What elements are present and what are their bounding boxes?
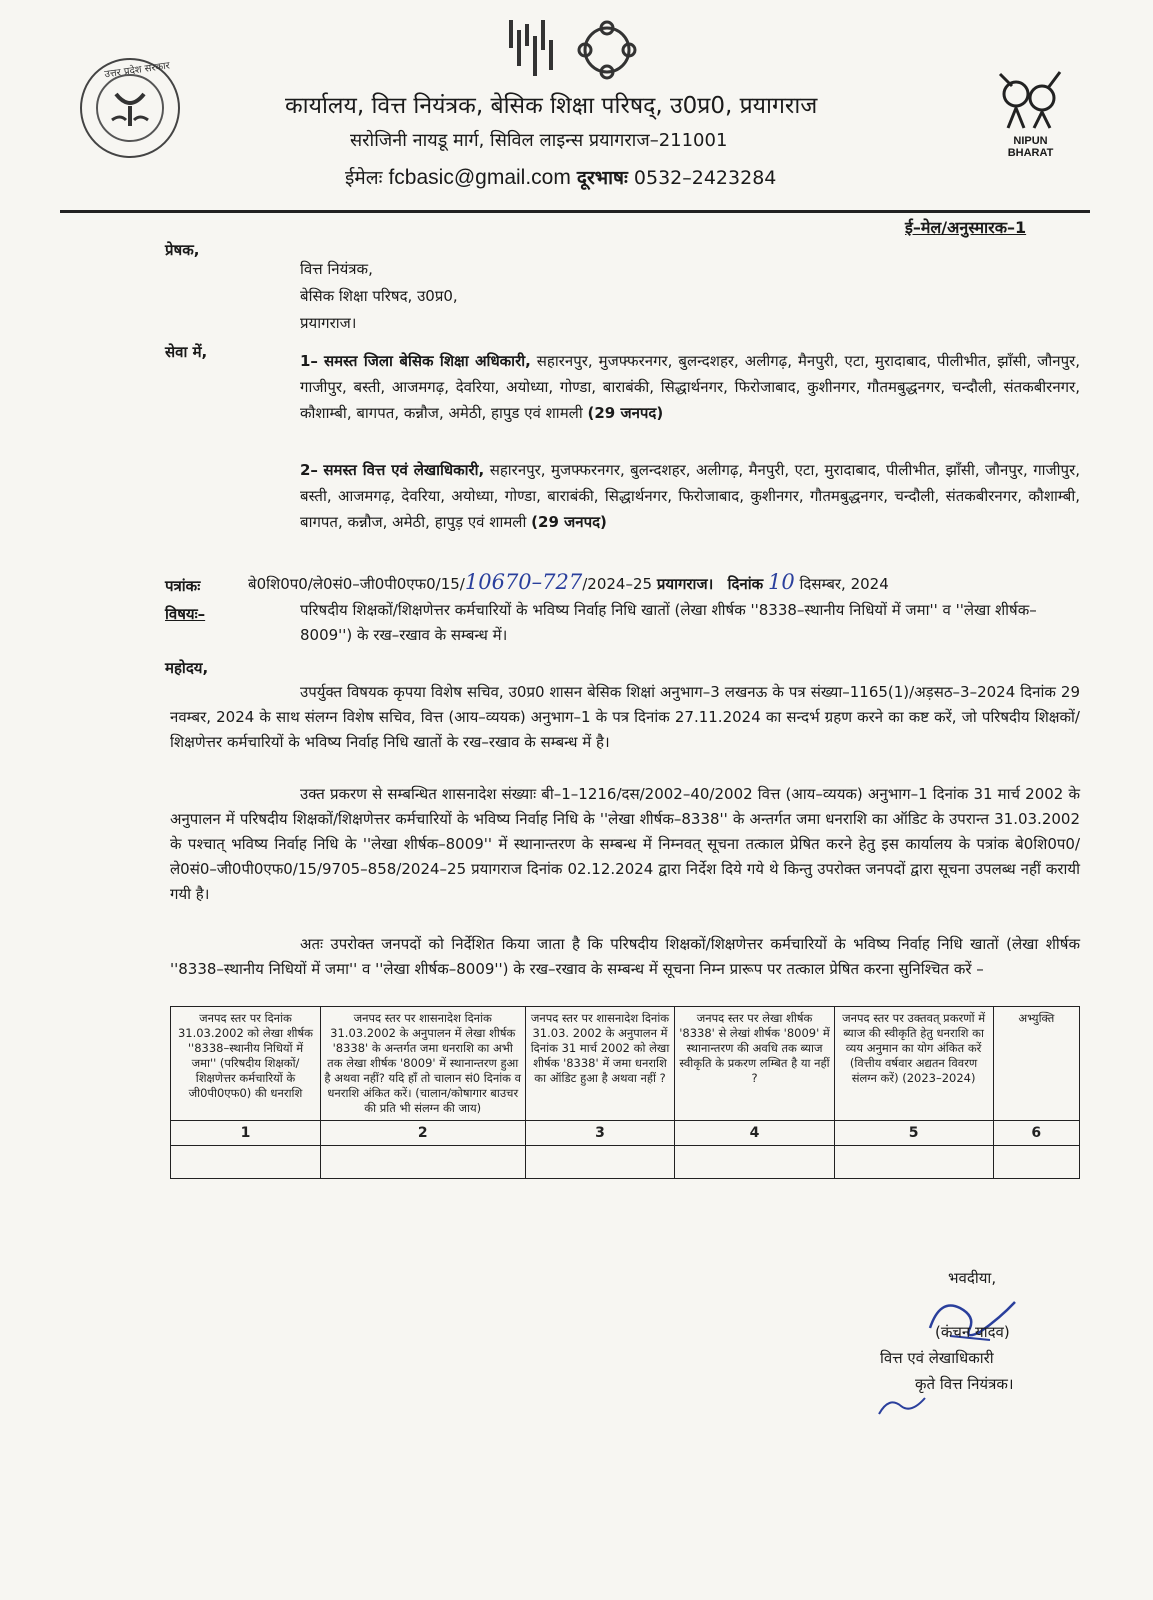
- paragraph-1: उपर्युक्त विषयक कृपया विशेष सचिव, उ0प्र0 शासन बेसिक शिक्षां अनुभाग–3 लखनऊ के पत्र संख्या–1165(1)/अड़सठ–3–2024 दिनांक 29 नवम्बर, 2024 के साथ संलग्न विशेष सचिव, वित्त (आय–व्ययक) अनुभाग–1 के पत्र दिनांक 27.11.2024 का सन्दर्भ ग्रहण करने का कष्ट करें, जो परिषदीय शिक्षकों/शिक्षणेत्तर कर्मचारियों के भविष्य निर्वाह निधि खातों के रख–रखाव के सम्बन्ध में है।: [170, 683, 1080, 751]
- salutation: महोदय,: [165, 659, 209, 677]
- column-number: 1: [171, 1121, 321, 1146]
- table-cell: [171, 1146, 321, 1179]
- subject-text: परिषदीय शिक्षकों/शिक्षणेत्तर कर्मचारियों के भविष्य निर्वाह निधि खातों (लेखा शीर्षक ''8338–स्थानीय निधियों में जमा'' व ''लेखा शीर्षक–8009'') के रख–रखाव के सम्बन्ध में।: [300, 601, 1037, 644]
- samagra-shiksha-logo-icon: [505, 16, 640, 84]
- office-address: सरोजिनी नायडू मार्ग, सिविल लाइन्स प्रयागराज–211001: [350, 130, 728, 151]
- recipient-label: सेवा में,: [165, 343, 208, 361]
- header-divider: [60, 210, 1090, 213]
- seal-emblem-icon: [98, 76, 162, 140]
- sender-label: प्रेषक,: [165, 241, 200, 259]
- reminder-tag: ई–मेल/अनुस्मारक–1: [905, 218, 1027, 237]
- column-number: 4: [675, 1121, 834, 1146]
- table-cell: [320, 1146, 525, 1179]
- ref-label: पत्रांकः: [165, 577, 201, 595]
- table-blank-row: [171, 1146, 1080, 1179]
- table-header-row: [171, 1007, 1080, 1121]
- table-cell: [675, 1146, 834, 1179]
- closing: भवदीया,: [948, 1269, 997, 1287]
- table-cell: [525, 1146, 675, 1179]
- up-government-seal: उत्तर प्रदेश सरकार: [80, 58, 180, 158]
- column-number: 3: [525, 1121, 675, 1146]
- signatory-for-line: कृते वित्त नियंत्रक।: [915, 1375, 1014, 1393]
- information-format-table: [170, 1006, 1080, 1179]
- signatory-name: (कंचन यादव): [935, 1323, 1010, 1341]
- column-number: 6: [993, 1121, 1079, 1146]
- seal-inner-ring: [96, 74, 164, 142]
- table-header-cell: जनपद स्तर पर शासनादेश दिनांक 31.03.2002 के अनुपालन में लेखा शीर्षक '8338' के अन्तर्गत जमा धनराशि का अभी तक लेखा शीर्षक '8009' में स्थानान्तरण हुआ है अथवा नहीं? यदि हाँ तो चालान सं0 दिनांक व धनराशि अंकित करें। (चालान/कोषागार बाउचर की प्रति भी संलग्न की जाय): [320, 1007, 525, 1121]
- office-phone: 0532–2423284: [633, 167, 777, 189]
- column-number: 2: [320, 1121, 525, 1146]
- table-header-cell: जनपद स्तर पर लेखा शीर्षक '8338' से लेखां शीर्षक '8009' में स्थानान्तरण की अवधि तक ब्याज स्वीकृति के प्रकरण लम्बित है या नहीं ?: [675, 1007, 834, 1121]
- subject-label: विषयः–: [165, 605, 206, 623]
- column-number: 5: [834, 1121, 993, 1146]
- handwritten-ref-number: 10670–727: [464, 570, 583, 594]
- table-number-row: [171, 1121, 1080, 1146]
- handwritten-date: 10: [767, 570, 795, 594]
- initials-icon: [875, 1390, 935, 1420]
- table-cell: [834, 1146, 993, 1179]
- sender-block: वित्त नियंत्रक, बेसिक शिक्षा परिषद, उ0प्र0, प्रयागराज।: [300, 260, 458, 332]
- ref-line: बे0शि0प0/ले0सं0–जी0पी0एफ0/15/10670–727/2024–25 प्रयागराज। दिनांक 10 दिसम्बर, 2024: [248, 570, 889, 594]
- recipient-item-1: 1– समस्त जिला बेसिक शिक्षा अधिकारी, सहारनपुर, मुजफ्फरनगर, बुलन्दशहर, अलीगढ़, मैनपुरी, एटा, मुरादाबाद, पीलीभीत, झाँसी, जौनपुर, गाजीपुर, बस्ती, आजमगढ़, देवरिया, अयोध्या, गोण्डा, बाराबंकी, सिद्धार्थनगर, फिरोजाबाद, कुशीनगर, गौतमबुद्धनगर, चन्दौली, संतकबीरनगर, कौशाम्बी, बागपत, कन्नौज, अमेठी, हापुड एवं शामली (29 जनपद): [300, 352, 1081, 422]
- table-cell: [993, 1146, 1079, 1179]
- paragraph-3: अतः उपरोक्त जनपदों को निर्देशित किया जाता है कि परिषदीय शिक्षकों/शिक्षणेत्तर कर्मचारियों के भविष्य निर्वाह निधि खातों (लेखा शीर्षक ''8338–स्थानीय निधियों में जमा'' व ''लेखा शीर्षक–8009'') के रख–रखाव के सम्बन्ध में सूचना निम्न प्रारूप पर तत्काल प्रेषित करना सुनिश्चित करें –: [170, 935, 1080, 978]
- office-contact: ईमेलः fcbasic@gmail.com दूरभाषः 0532–2423284: [345, 166, 777, 189]
- signatory-designation: वित्त एवं लेखाधिकारी: [880, 1349, 994, 1367]
- recipient-item-2: 2– समस्त वित्त एवं लेखाधिकारी, सहारनपुर, मुजफ्फरनगर, बुलन्दशहर, अलीगढ़, मैनपुरी, एटा, मुरादाबाद, पीलीभीत, झाँसी, जौनपुर, गाजीपुर, बस्ती, आजमगढ़, देवरिया, अयोध्या, गोण्डा, बाराबंकी, सिद्धार्थनगर, फिरोजाबाद, कुशीनगर, गौतमबुद्धनगर, चन्दौली, संतकबीरनगर, कौशाम्बी, बागपत, कन्नौज, अमेठी, हापुड़ एवं शामली (29 जनपद): [300, 461, 1080, 531]
- table-header-cell: जनपद स्तर पर शासनादेश दिनांक 31.03. 2002 के अनुपालन में दिनांक 31 मार्च 2002 को लेखा शीर्षक '8338' में जमा धनराशि का ऑडिट हुआ है अथवा नहीं ?: [525, 1007, 675, 1121]
- nipun-bharat-text: NIPUN BHARAT: [1007, 135, 1054, 159]
- table-header-cell: जनपद स्तर पर दिनांक 31.03.2002 को लेखा शीर्षक ''8338–स्थानीय निधियों में जमा'' (परिषदीय शिक्षकों/शिक्षणेत्तर कर्मचारियों के जी0पी0एफ0) की धनराशि: [171, 1007, 321, 1121]
- office-email: fcbasic@gmail.com: [388, 166, 571, 189]
- office-title: कार्यालय, वित्त नियंत्रक, बेसिक शिक्षा परिषद्, उ0प्र0, प्रयागराज: [285, 93, 818, 119]
- table-header-cell: जनपद स्तर पर उक्तवत् प्रकरणों में ब्याज की स्वीकृति हेतु धनराशि का व्यय अनुमान का योग अंकित करें (वित्तीय वर्षवार अद्यतन विवरण संलग्न करें) (2023–2024): [834, 1007, 993, 1121]
- paragraph-2: उक्त प्रकरण से सम्बन्धित शासनादेश संख्याः बी–1–1216/दस/2002–40/2002 वित्त (आय–व्ययक) अनुभाग–1 दिनांक 31 मार्च 2002 के अनुपालन में परिषदीय शिक्षकों/शिक्षणेत्तर कर्मचारियों के भविष्य निर्वाह निधि के ''लेखा शीर्षक–8338'' के अन्तर्गत जमा धनराशि का ऑडिट के उपरान्त 31.03.2002 के पश्चात् भविष्य निर्वाह निधि के ''लेखा शीर्षक–8009'' में स्थानान्तरण के सम्बन्ध में निम्नवत् सूचना तत्काल प्रेषित करने हेतु इस कार्यालय के पत्रांक बे0शि0प0/ले0सं0–जी0पी0एफ0/15/9705–858/2024–25 प्रयागराज दिनांक 02.12.2024 द्वारा निर्देश दिये गये थे किन्तु उपरोक्त जनपदों द्वारा सूचना उपलब्ध नहीं करायी गयी है।: [170, 785, 1080, 903]
- table-header-cell: अभ्युक्ति: [993, 1007, 1079, 1121]
